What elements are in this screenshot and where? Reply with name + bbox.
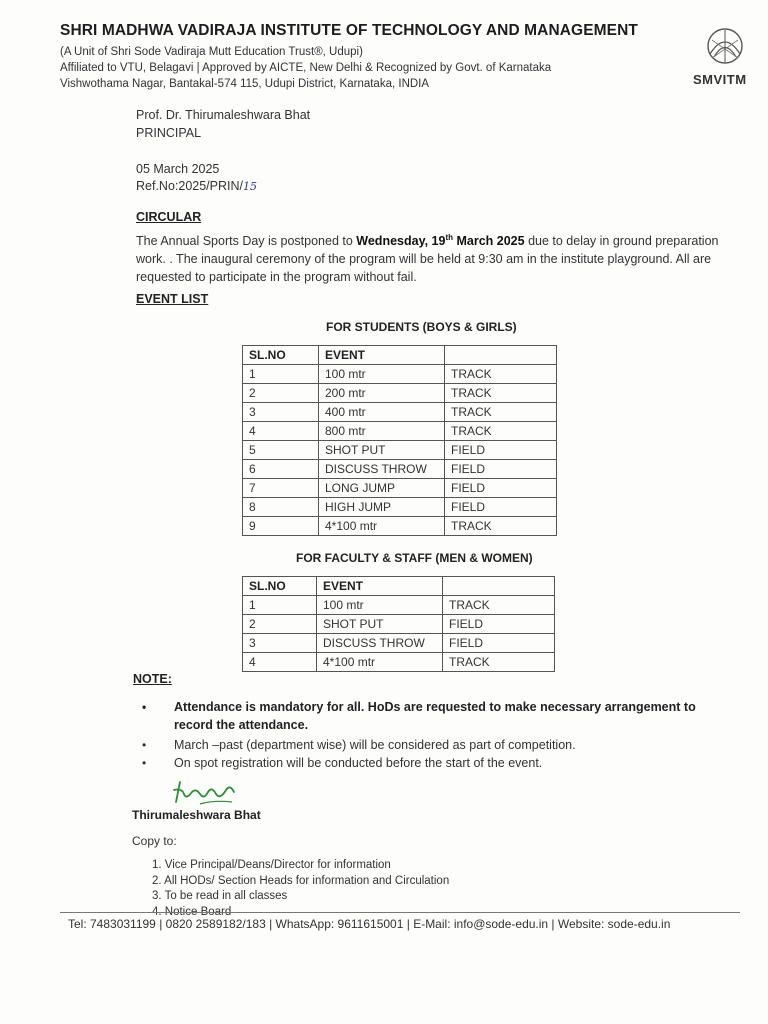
faculty-table-header-row — [243, 577, 555, 596]
footer-divider — [60, 912, 740, 913]
circular-text-2: due to delay in ground preparation work. . The inaugural ceremony of the program will be held at 9:30 am in the institute playground. All are requested to participate in the program without fail. — [136, 234, 719, 285]
cell-event: DISCUSS THROW — [317, 634, 443, 653]
cell-type: FIELD — [445, 498, 557, 517]
cell-event: 4*100 mtr — [317, 653, 443, 672]
cell-type: TRACK — [443, 653, 555, 672]
table-row — [243, 615, 555, 634]
reference-number-text: Ref.No:2025/PRIN/ — [136, 179, 243, 193]
copy-to-item: 1. Vice Principal/Deans/Director for information — [152, 859, 391, 871]
table-row — [243, 441, 557, 460]
column-header-slno: SL.NO — [243, 346, 319, 365]
cell-slno: 1 — [243, 365, 319, 384]
cell-event: 400 mtr — [319, 403, 445, 422]
circular-bold-date — [356, 234, 524, 248]
table-row — [243, 634, 555, 653]
logo-text: SMVITM — [693, 72, 747, 87]
circular-text-1: The Annual Sports Day is postponed to — [136, 234, 357, 249]
cell-type: TRACK — [445, 422, 557, 441]
cell-type: FIELD — [443, 634, 555, 653]
signature-mark — [170, 778, 240, 808]
table-row — [243, 403, 557, 422]
affiliation-line: Affiliated to VTU, Belagavi | Approved by AICTE, New Delhi & Recognized by Govt. of Karnataka — [60, 62, 552, 74]
table-row — [243, 422, 557, 441]
cell-type: FIELD — [445, 479, 557, 498]
note-item: • Attendance is mandatory for all. HoDs are requested to make necessary arrangement to record the attendance. — [142, 698, 702, 734]
table-row — [243, 498, 557, 517]
cell-type: TRACK — [443, 596, 555, 615]
circular-bold-month: March 2025 — [453, 234, 525, 249]
note-item: • March –past (department wise) will be considered as part of competition. — [142, 736, 702, 754]
column-header-event: EVENT — [319, 346, 445, 365]
cell-event: SHOT PUT — [317, 615, 443, 634]
column-header-type — [443, 577, 555, 596]
cell-type: TRACK — [445, 517, 557, 536]
reference-number — [136, 179, 257, 193]
table-row — [243, 517, 557, 536]
cell-slno: 1 — [243, 596, 317, 615]
column-header-slno: SL.NO — [243, 577, 317, 596]
cell-type: TRACK — [445, 365, 557, 384]
copy-to-item: 4. Notice Board — [152, 905, 232, 918]
cell-slno: 4 — [243, 422, 319, 441]
note-heading: NOTE: — [133, 672, 172, 686]
table-row — [243, 596, 555, 615]
circular-paragraph — [136, 229, 736, 286]
students-event-table — [242, 345, 557, 536]
copy-to-item: 3. To be read in all classes — [152, 890, 288, 902]
address-line: Vishwothama Nagar, Bantakal-574 115, Udupi District, Karnataka, INDIA — [60, 78, 430, 90]
sender-name: Prof. Dr. Thirumaleshwara Bhat — [136, 108, 311, 122]
copy-to-list — [152, 858, 449, 920]
cell-slno: 6 — [243, 460, 319, 479]
note-item: • On spot registration will be conducted before the start of the event. — [142, 754, 702, 772]
cell-slno: 5 — [243, 441, 319, 460]
copy-to-label: Copy to: — [132, 834, 177, 848]
cell-type: FIELD — [445, 460, 557, 479]
circular-heading: CIRCULAR — [136, 210, 202, 224]
column-header-type — [445, 346, 557, 365]
cell-event: 100 mtr — [319, 365, 445, 384]
faculty-table-title: FOR FACULTY & STAFF (MEN & WOMEN) — [296, 551, 533, 565]
column-header-event: EVENT — [317, 577, 443, 596]
circular-bold-sup: th — [445, 233, 454, 242]
table-row — [243, 384, 557, 403]
cell-event: 200 mtr — [319, 384, 445, 403]
signatory-name: Thirumaleshwara Bhat — [132, 808, 261, 822]
table-row — [243, 365, 557, 384]
cell-slno: 3 — [243, 403, 319, 422]
sender-designation: PRINCIPAL — [136, 126, 202, 140]
cell-event: HIGH JUMP — [319, 498, 445, 517]
cell-slno: 2 — [243, 615, 317, 634]
table-row — [243, 460, 557, 479]
cell-event: LONG JUMP — [319, 479, 445, 498]
cell-slno: 8 — [243, 498, 319, 517]
students-table-title: FOR STUDENTS (BOYS & GIRLS) — [326, 320, 517, 334]
cell-slno: 2 — [243, 384, 319, 403]
cell-slno: 9 — [243, 517, 319, 536]
cell-type: FIELD — [443, 615, 555, 634]
cell-type: TRACK — [445, 403, 557, 422]
cell-event: 4*100 mtr — [319, 517, 445, 536]
cell-slno: 4 — [243, 653, 317, 672]
circular-date: 05 March 2025 — [136, 162, 220, 176]
cell-type: FIELD — [445, 441, 557, 460]
cell-event: 800 mtr — [319, 422, 445, 441]
table-row — [243, 479, 557, 498]
note-list — [142, 698, 702, 772]
unit-line: (A Unit of Shri Sode Vadiraja Mutt Education Trust®, Udupi) — [60, 46, 363, 58]
cell-slno: 7 — [243, 479, 319, 498]
faculty-event-table — [242, 576, 555, 672]
institute-name: SHRI MADHWA VADIRAJA INSTITUTE OF TECHNOLOGY AND MANAGEMENT — [60, 22, 638, 39]
copy-to-item: 2. All HODs/ Section Heads for information and Circulation — [152, 874, 450, 887]
institute-logo-icon — [700, 24, 750, 66]
cell-event: 100 mtr — [317, 596, 443, 615]
table-row — [243, 653, 555, 672]
footer-contact: Tel: 7483031199 | 0820 2589182/183 | WhatsApp: 9611615001 | E-Mail: info@sode-edu.in | Website: sode-edu.in — [68, 917, 671, 931]
cell-slno: 3 — [243, 634, 317, 653]
event-list-heading: EVENT LIST — [136, 292, 209, 306]
reference-number-handwritten: 15 — [243, 180, 257, 193]
circular-bold-day: Wednesday, 19 — [356, 234, 446, 249]
cell-type: TRACK — [445, 384, 557, 403]
cell-event: SHOT PUT — [319, 441, 445, 460]
students-table-header-row — [243, 346, 557, 365]
cell-event: DISCUSS THROW — [319, 460, 445, 479]
